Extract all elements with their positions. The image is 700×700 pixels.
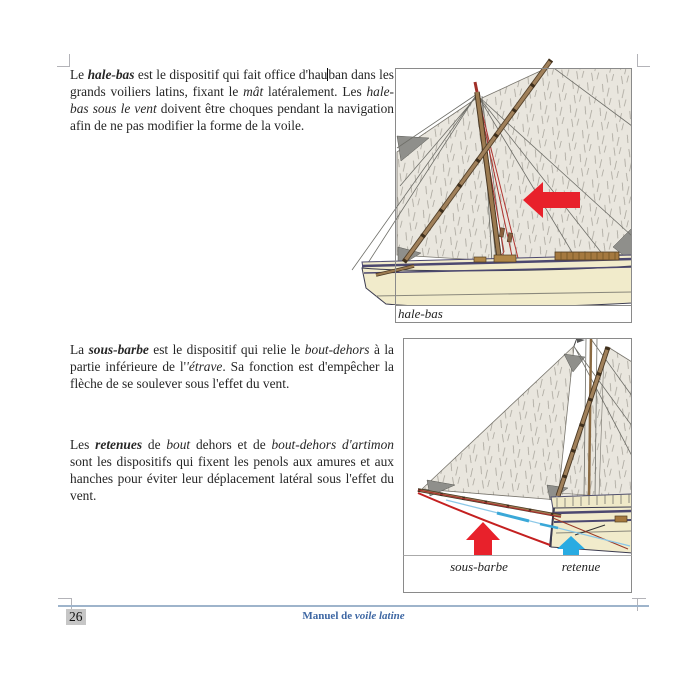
footer-title [58,610,649,623]
page-number: 26 [66,609,86,625]
paragraph-sous-barbe[interactable]: La sous-barbe est le dispositif qui relie le bout-dehors à la partie inférieure de l''étrave. Sa fonction est d'empêcher la flèche de se soulever sous l'effet du vent. [70,342,394,391]
figure-sous-barbe-retenue[interactable] [401,336,634,595]
margin-crop-mark-top-right [637,66,650,67]
paragraph-retenues[interactable]: Les retenues de bout dehors et de bout-dehors d'artimon sont les dispositifs qui fixent les penols aux amures et aux hanches pour éviter leur déplacement latéral sous l'effet du vent. [70,437,394,503]
paragraph-hale-bas[interactable]: Le hale-bas est le dispositif qui fait office d'hauban dans les grands voiliers latins, fixant le mât latéralement. Les hale-bas sous le vent doivent être choques pendant la navigation afin de ne pas modifier la forme de la voile. [70,67,394,133]
footer-rule [58,605,649,607]
sous-barbe-illustration [401,336,634,595]
margin-crop-mark-bottom-right [632,598,646,599]
margin-crop-mark-top-left [57,66,70,67]
figure-caption-hale-bas: hale-bas [398,306,443,321]
margin-crop-mark-bottom-left [58,598,72,599]
hale-bas-illustration [346,56,636,328]
footer-title-italic: voile latine [354,610,405,622]
red-arrow-sous-barbe [466,522,500,555]
figure-hale-bas[interactable] [346,56,636,328]
figure-caption-retenue: retenue [561,559,601,574]
figure-caption-sous-barbe: sous-barbe [450,559,508,574]
footer-title-prefix: Manuel de [302,610,355,622]
